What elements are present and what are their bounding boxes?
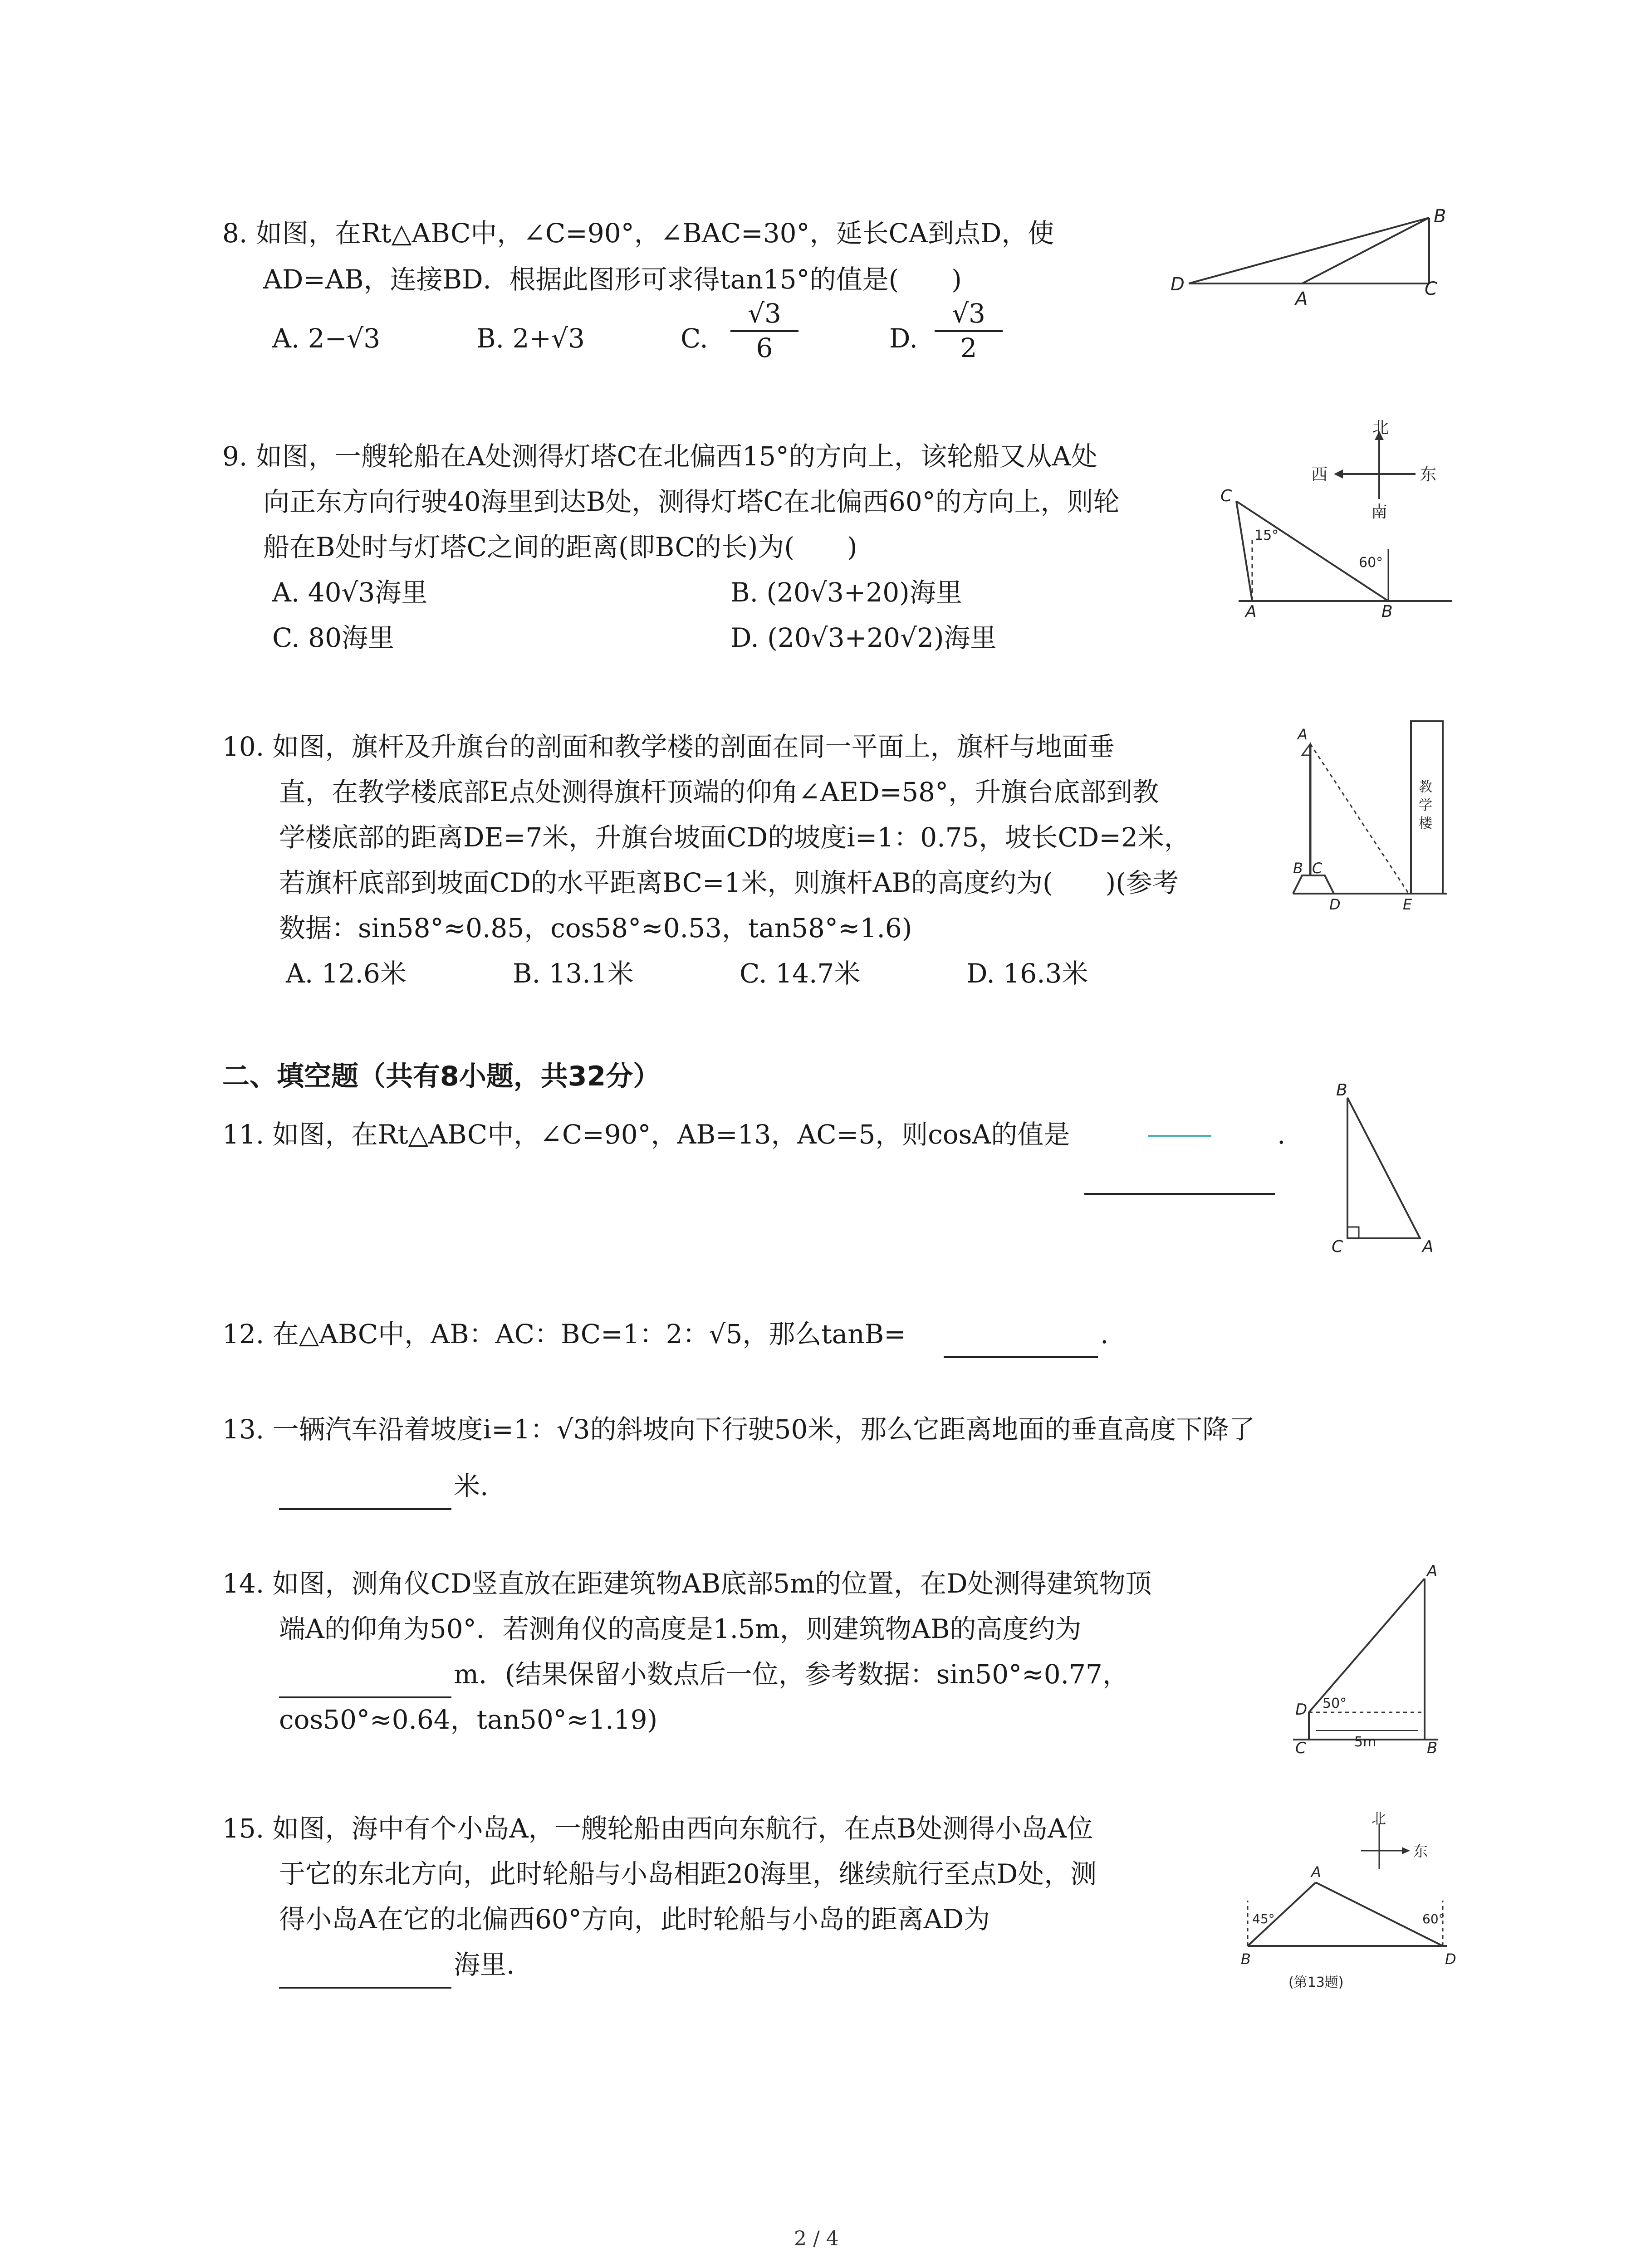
q11-period: . (1277, 1119, 1286, 1150)
q14-sight-line (1309, 1579, 1425, 1712)
q9-option-d: D. (20√3+20√2)海里 (730, 622, 997, 653)
q15-angle-45: 45° (1252, 1911, 1275, 1926)
q12-period: . (1100, 1319, 1109, 1349)
q8-option-c-numerator: √3 (748, 298, 781, 329)
q8-option-c-denominator: 6 (756, 332, 773, 363)
q11-triangle (1347, 1098, 1420, 1238)
q10-figure (1284, 717, 1465, 916)
q10-label-e: E (1403, 896, 1412, 913)
q8-option-d-label: D. (889, 323, 918, 354)
q9-compass-south: 南 (1371, 503, 1388, 521)
q10-building-char-2: 学 (1419, 797, 1432, 813)
q11-answer-blank[interactable] (1084, 1193, 1275, 1195)
q9-line2: 向正东方向行驶40海里到达B处，测得灯塔C在北偏西60°的方向上，则轮 (263, 486, 1120, 517)
page-number: 2 / 4 (794, 2227, 839, 2250)
q10-building-char-3: 楼 (1419, 816, 1432, 831)
q14-line2: 端A的仰角为50°．若测角仪的高度是1.5m，则建筑物AB的高度约为 (279, 1613, 1082, 1644)
q9-compass-west: 西 (1311, 465, 1328, 484)
q15-figure (1234, 1810, 1461, 2000)
q10-label-d: D (1329, 896, 1341, 913)
q14-figure (1288, 1560, 1465, 1760)
section-title-fill-in: 二、填空题（共有8小题，共32分） (222, 1061, 661, 1092)
q14-distance-5m: 5m (1354, 1734, 1376, 1750)
q8-label-d: D (1171, 274, 1185, 295)
q9-label-a: A (1245, 602, 1257, 621)
q9-angle-60: 60° (1359, 555, 1383, 571)
q14-label-a: A (1427, 1562, 1438, 1580)
q13-answer-blank[interactable] (279, 1508, 451, 1510)
q8-label-a: A (1295, 288, 1308, 309)
q11-right-angle-mark (1347, 1227, 1359, 1238)
q14-label-d: D (1295, 1701, 1308, 1719)
q15-label-b: B (1241, 1950, 1251, 1968)
q12-text: 12. 在△ABC中，AB：AC：BC=1：2：√5，那么tanB= (222, 1319, 906, 1349)
q15-compass-east-arrow-icon (1402, 1847, 1410, 1854)
q8-option-b: B. 2+√3 (476, 323, 585, 354)
q9-line1: 9. 如图，一艘轮船在A处测得灯塔C在北偏西15°的方向上，该轮船又从A处 (222, 441, 1097, 472)
q15-label-a: A (1311, 1863, 1321, 1881)
q8-figure (1161, 204, 1461, 308)
q8-line-db (1189, 218, 1429, 284)
q11-label-a: A (1422, 1237, 1434, 1256)
q11-figure (1320, 1080, 1456, 1261)
q8-option-d-numerator: √3 (952, 298, 985, 329)
q8-label-b: B (1434, 206, 1446, 227)
q11-label-b: B (1336, 1081, 1347, 1100)
q15-label-d: D (1445, 1950, 1456, 1968)
q10-option-c: C. 14.7米 (740, 958, 861, 989)
q10-label-b: B (1293, 860, 1303, 877)
q13-line1: 13. 一辆汽车沿着坡度i=1：√3的斜坡向下行驶50米，那么它距离地面的垂直高度下降了 (222, 1414, 1255, 1445)
q9-line-ac (1236, 501, 1252, 601)
q9-option-a: A. 40√3海里 (272, 577, 428, 608)
q15-line2: 于它的东北方向，此时轮船与小岛相距20海里，继续航行至点D处，测 (279, 1858, 1097, 1889)
q9-option-b: B. (20√3+20)海里 (730, 577, 962, 608)
q8-option-c-fraction (730, 299, 798, 363)
q9-angle-15: 15° (1254, 528, 1279, 543)
q8-line2: AD=AB，连接BD．根据此图形可求得tan15°的值是( ) (263, 264, 962, 295)
q14-label-c: C (1295, 1739, 1306, 1757)
q9-line-cb (1236, 501, 1388, 601)
q15-line1: 15. 如图，海中有个小岛A，一艘轮船由西向东航行，在点B处测得小岛A位 (222, 1813, 1093, 1844)
q15-compass-east: 东 (1413, 1843, 1428, 1860)
q13-line2: 米. (454, 1471, 489, 1501)
q11-text: 11. 如图，在Rt△ABC中，∠C=90°，AB=13，AC=5，则cosA的值是 (222, 1119, 1070, 1150)
q15-angle-60: 60° (1422, 1911, 1445, 1926)
q9-compass-north: 北 (1372, 419, 1389, 437)
q9-option-c: C. 80海里 (272, 622, 394, 653)
q8-label-c: C (1425, 279, 1437, 299)
q9-line3: 船在B处时与灯塔C之间的距离(即BC的长)为( ) (263, 532, 857, 562)
q10-option-b: B. 13.1米 (513, 958, 634, 989)
q15-line3: 得小岛A在它的北偏西60°方向，此时轮船与小岛的距离AD为 (279, 1904, 990, 1935)
q14-angle-50: 50° (1323, 1696, 1347, 1711)
q11-label-c: C (1332, 1237, 1343, 1256)
q14-line3: m．(结果保留小数点后一位，参考数据：sin50°≈0.77， (454, 1659, 1129, 1690)
q15-caption: (第13题) (1288, 1975, 1344, 1990)
q10-platform (1293, 875, 1334, 894)
compass-west-arrow-icon (1334, 469, 1343, 479)
q9-compass-east: 东 (1420, 465, 1437, 484)
q12-answer-blank[interactable] (944, 1356, 1098, 1358)
q14-label-b: B (1427, 1739, 1438, 1757)
q8-line1: 8. 如图，在Rt△ABC中，∠C=90°，∠BAC=30°，延长CA到点D，使 (222, 218, 1054, 249)
q10-option-d: D. 16.3米 (966, 958, 1088, 989)
q10-line2: 直，在教学楼底部E点处测得旗杆顶端的仰角∠AED=58°，升旗台底部到教 (279, 777, 1159, 807)
q10-label-a: A (1298, 726, 1308, 743)
q8-option-d-denominator: 2 (960, 332, 977, 363)
q14-answer-blank[interactable] (279, 1696, 451, 1698)
q8-option-a: A. 2−√3 (272, 323, 381, 354)
q11-answer-mark (1148, 1135, 1211, 1137)
q8-option-c-label: C. (681, 323, 708, 354)
q10-sight-line (1310, 744, 1409, 894)
q10-option-a: A. 12.6米 (286, 958, 407, 989)
q8-line-ab (1302, 218, 1429, 284)
q15-compass-north: 北 (1372, 1810, 1386, 1827)
q10-line1: 10. 如图，旗杆及升旗台的剖面和教学楼的剖面在同一平面上，旗杆与地面垂 (222, 731, 1115, 762)
q10-line4: 若旗杆底部到坡面CD的水平距离BC=1米，则旗杆AB的高度约为( )(参考 (279, 867, 1179, 898)
q10-flag (1302, 744, 1310, 755)
q9-label-c: C (1220, 487, 1232, 505)
q15-answer-blank[interactable] (279, 1987, 451, 1989)
fraction-bar (730, 330, 798, 332)
q14-line1: 14. 如图，测角仪CD竖直放在距建筑物AB底部5m的位置，在D处测得建筑物顶 (222, 1568, 1152, 1599)
q8-option-d-fraction (935, 299, 1003, 363)
q15-line4: 海里. (454, 1949, 515, 1980)
q9-figure (1220, 419, 1461, 621)
q10-line3: 学楼底部的距离DE=7米，升旗台坡面CD的坡度i=1：0.75，坡长CD=2米， (279, 822, 1190, 853)
q9-label-b: B (1381, 602, 1393, 621)
fraction-bar (935, 330, 1003, 332)
q10-label-c: C (1312, 860, 1323, 877)
q10-line5: 数据：sin58°≈0.85，cos58°≈0.53，tan58°≈1.6) (279, 913, 912, 943)
q14-line4: cos50°≈0.64，tan50°≈1.19) (279, 1704, 658, 1735)
q10-building-char-1: 教 (1419, 779, 1432, 795)
